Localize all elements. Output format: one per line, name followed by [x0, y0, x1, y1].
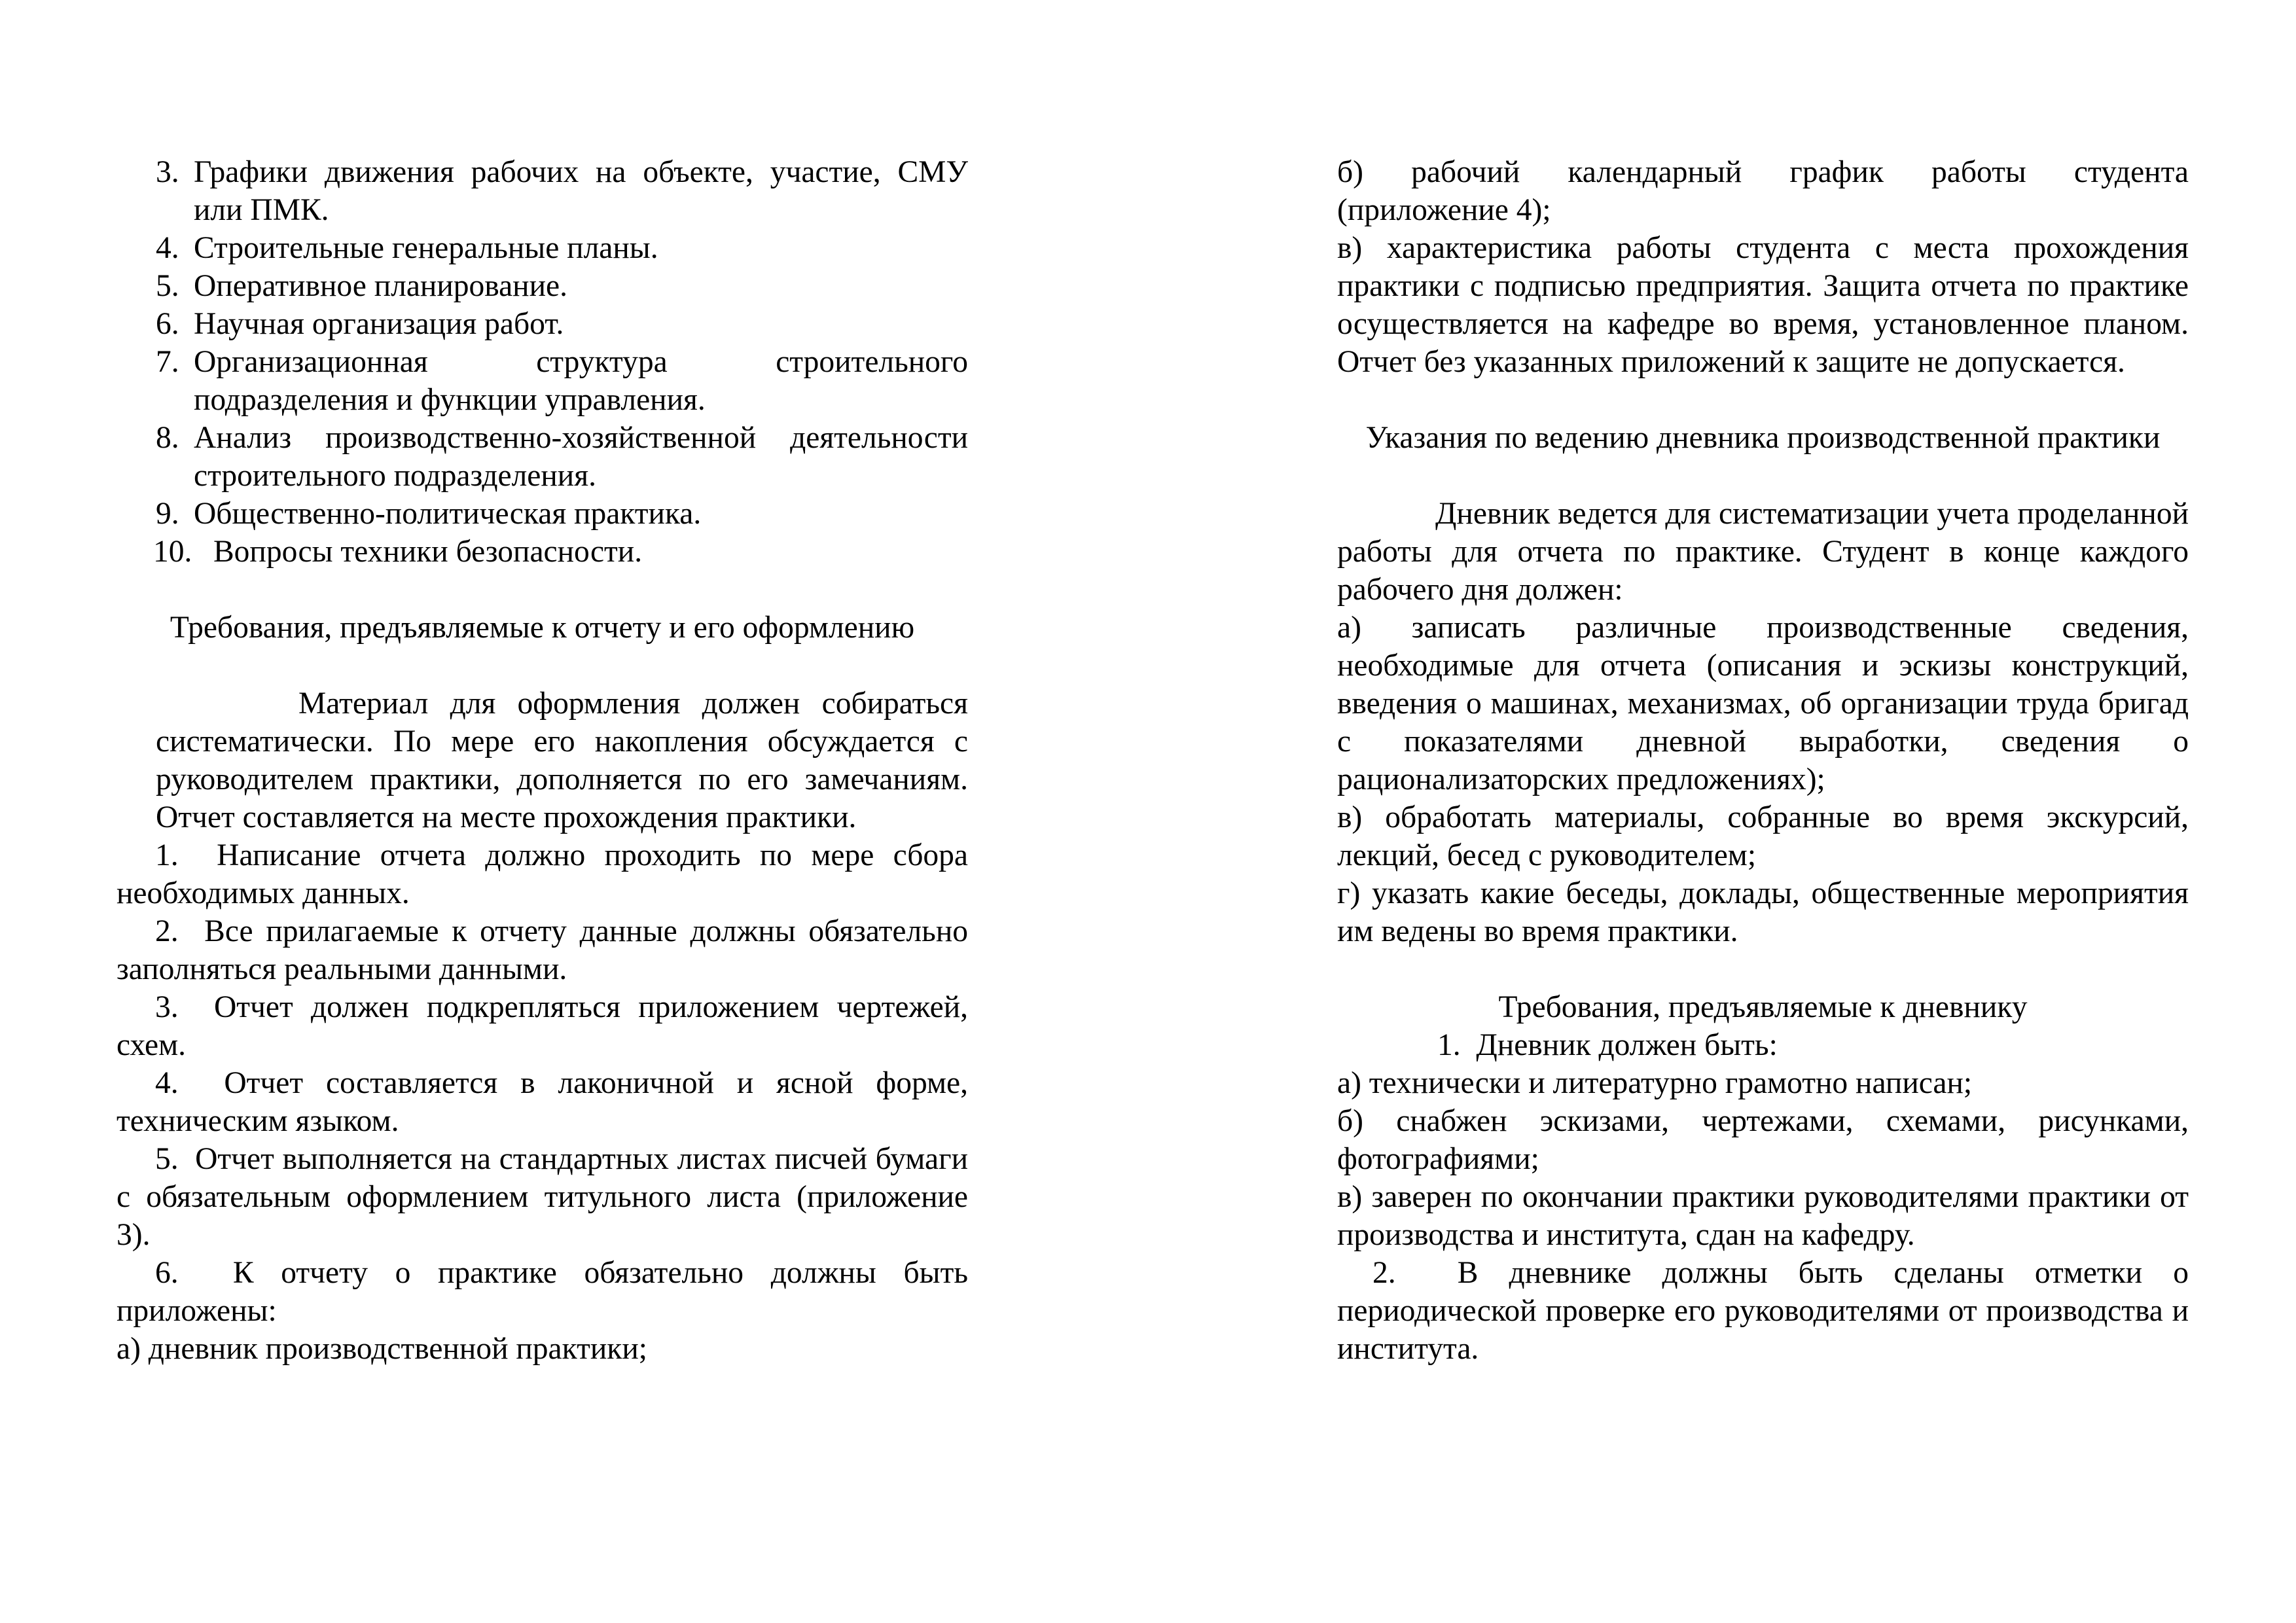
report-requirement: 5. Отчет выполняется на стандартных листах писчей бумаги с обязательным оформлением титульного листа (приложение 3). — [117, 1142, 968, 1252]
diary-requirement-item: б) снабжен эскизами, чертежами, схемами, рисунками, фотографиями; — [1337, 1104, 2189, 1176]
appendix-item: а) дневник производственной практики; — [117, 1332, 647, 1366]
right-page — [1148, 0, 2296, 1623]
report-requirement: 1. Написание отчета должно проходить по мере сбора необходимых данных. — [117, 838, 968, 910]
list-number: 8. — [156, 421, 179, 455]
list-text: Строительные генеральные планы. — [194, 231, 658, 265]
list-text: Графики движения рабочих на объекте, участие, СМУ или ПМК. — [194, 155, 968, 227]
report-requirement: 2. Все прилагаемые к отчету данные должны обязательно заполняться реальными данными. — [117, 914, 968, 986]
list-text: Анализ производственно-хозяйственной деятельности строительного подразделения. — [194, 421, 968, 493]
left-column — [117, 153, 968, 1368]
list-text: Вопросы техники безопасности. — [213, 535, 643, 569]
section-heading: Требования, предъявляемые к отчету и его оформлению — [170, 611, 915, 645]
diary-duty-item: в) обработать материалы, собранные во время экскурсий, лекций, бесед с руководителем; — [1337, 800, 2189, 872]
list-text: Научная организация работ. — [194, 307, 564, 341]
list-item — [117, 343, 968, 419]
list-number: 6. — [156, 307, 179, 341]
report-requirement: 3. Отчет должен подкрепляться приложением чертежей, схем. — [117, 990, 968, 1062]
diary-duty-item: а) записать различные производственные сведения, необходимые для отчета (описания и эскизы конструкций, введения о машинах, механизмах, об организации труда бригад с показателями дневной выработки, сведения о рационализаторских предложениях); — [1337, 611, 2189, 796]
appendix-item-v: в) характеристика работы студента с места прохождения практики с подписью предприятия. Защита отчета по практике осуществляется на кафедре во время, установленное планом. Отчет без указанных приложений к защите не допускается. — [1337, 231, 2189, 379]
list-number: 10. — [153, 535, 192, 569]
right-column — [1337, 153, 2189, 1368]
list-text: Организационная структура строительного подразделения и функции управления. — [194, 345, 968, 417]
list-item — [117, 495, 968, 533]
section-heading: Требования, предъявляемые к дневнику — [1498, 990, 2028, 1024]
diary-intro-paragraph: Дневник ведется для систематизации учета проделанной работы для отчета по практике. Студент в конце каждого рабочего дня должен: — [1337, 497, 2189, 607]
diary-requirement-item: а) технически и литературно грамотно написан; — [1337, 1066, 1973, 1100]
report-requirement: 6. К отчету о практике обязательно должны быть приложены: — [117, 1256, 968, 1328]
list-text: Общественно-политическая практика. — [194, 497, 702, 531]
list-number: 5. — [156, 269, 179, 303]
list-item — [117, 153, 968, 229]
list-text: Оперативное планирование. — [194, 269, 567, 303]
list-item — [117, 419, 968, 495]
list-item — [117, 305, 968, 343]
diary-duty-item: г) указать какие беседы, доклады, общественные мероприятия им ведены во время практики. — [1337, 876, 2189, 948]
report-requirement: 4. Отчет составляется в лаконичной и ясной форме, техническим языком. — [117, 1066, 968, 1138]
list-item — [117, 533, 968, 571]
diary-requirement: 2. В дневнике должны быть сделаны отметки о периодической проверке его руководителями от производства и института. — [1337, 1256, 2189, 1366]
appendix-item-b-line: (приложение 4); — [1337, 193, 1551, 227]
diary-requirement: 1. Дневник должен быть: — [1437, 1028, 1778, 1062]
list-item — [117, 229, 968, 267]
intro-paragraph: Материал для оформления должен собираться систематически. По мере его накопления обсуждается с руководителем практики, дополняется по его замечаниям. Отчет составляется на месте прохождения практики. — [156, 687, 968, 834]
appendix-item-b-line: б) рабочий календарный график работы студента — [1337, 155, 2189, 189]
list-number: 9. — [156, 497, 179, 531]
list-number: 4. — [156, 231, 179, 265]
list-number: 3. — [156, 155, 179, 189]
list-item — [117, 267, 968, 305]
list-number: 7. — [156, 345, 179, 379]
section-heading: Указания по ведению дневника производственной практики — [1365, 421, 2161, 455]
diary-requirement-item: в) заверен по окончании практики руководителями практики от производства и института, сдан на кафедру. — [1337, 1180, 2189, 1252]
